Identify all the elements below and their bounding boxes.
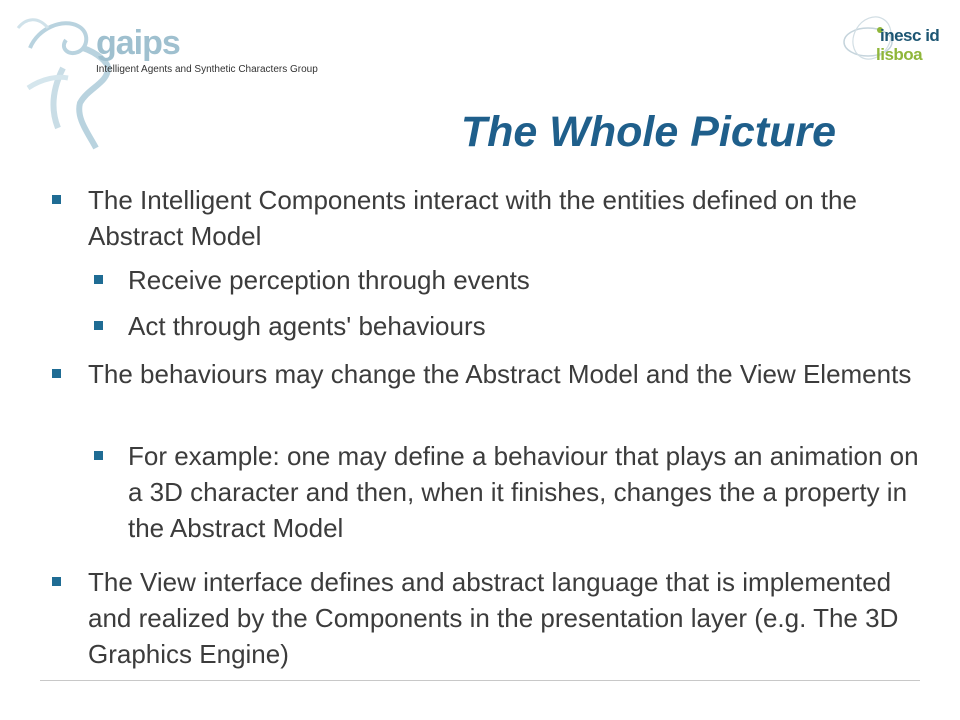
- sub-bullet-text: For example: one may define a behaviour that plays an animation on a 3D character and then, when it finishes, changes the a property in the Abstract Model: [128, 441, 919, 543]
- sub-bullet-text: Receive perception through events: [128, 265, 530, 295]
- sub-bullet-item: [94, 262, 934, 298]
- slide-title: The Whole Picture: [460, 108, 836, 156]
- bullet-item: [52, 182, 932, 254]
- bullet-text: The behaviours may change the Abstract Model and the View Elements: [88, 359, 912, 389]
- square-bullet-icon: [94, 275, 103, 284]
- inesc-logo-top: inesc id: [880, 26, 940, 45]
- square-bullet-icon: [94, 451, 103, 460]
- bullet-item: [52, 564, 932, 672]
- bullet-item: [52, 356, 932, 392]
- sub-bullet-item: [94, 308, 934, 344]
- square-bullet-icon: [52, 369, 61, 378]
- square-bullet-icon: [52, 195, 61, 204]
- footer-divider: [40, 680, 920, 681]
- bullet-text: The Intelligent Components interact with the entities defined on the Abstract Model: [88, 185, 857, 251]
- square-bullet-icon: [94, 321, 103, 330]
- sub-bullet-item: [94, 438, 934, 546]
- square-bullet-icon: [52, 577, 61, 586]
- sub-bullet-text: Act through agents' behaviours: [128, 311, 486, 341]
- gaips-logo-word: gaips: [96, 24, 180, 62]
- bullet-text: The View interface defines and abstract language that is implemented and realized by the Components in the presentation layer (e.g. The 3D Graphics Engine): [88, 567, 899, 669]
- inesc-logo-bottom: lisboa: [876, 45, 923, 64]
- gaips-logo-subtitle: Intelligent Agents and Synthetic Characters Group: [96, 64, 318, 75]
